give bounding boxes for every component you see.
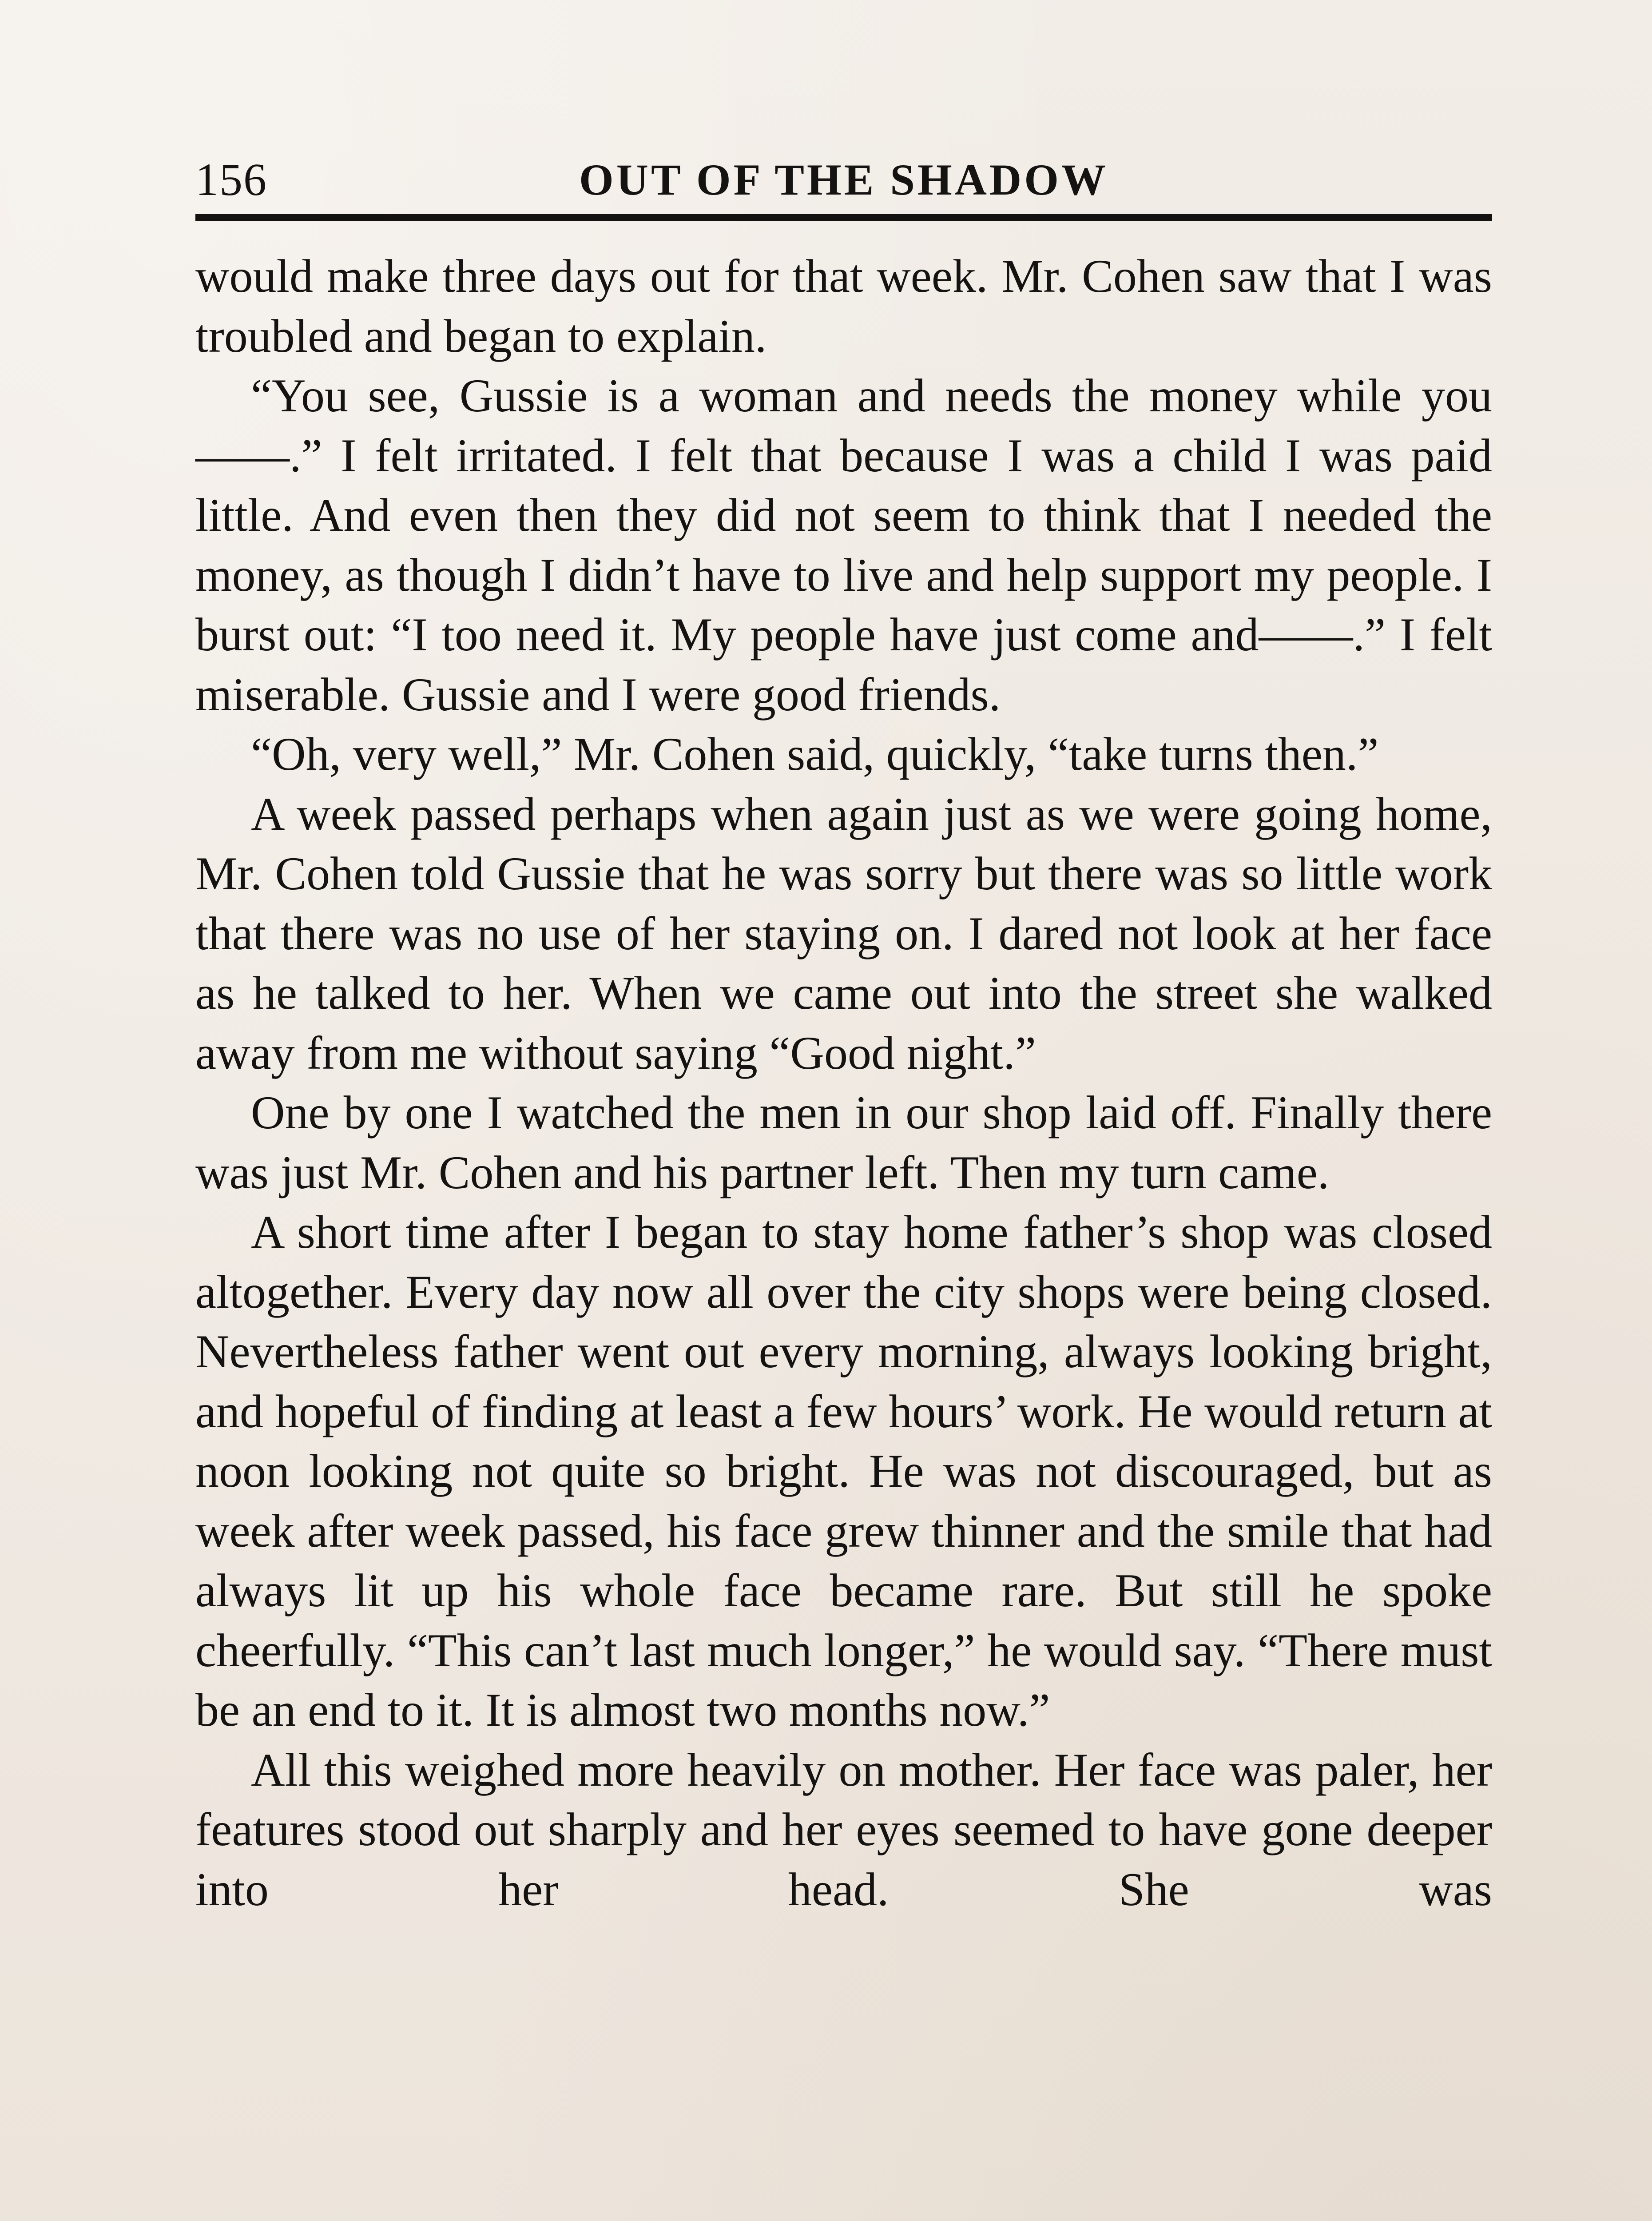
paragraph: One by one I watched the men in our shop laid off. Finally there was just Mr. Cohen and his partner left. Then my turn came.	[195, 1087, 1492, 1198]
paragraph: “You see, Gussie is a woman and needs the money while you——.” I felt irritated. I felt that because I was a child I was paid little. And even then they did not seem to think that I needed the money, as though I didn’t have to live and help support my people. I burst out: “I too need it. My people have just come and——.” I felt miserable. Gussie and I were good friends.	[195, 370, 1492, 720]
page-number: 156	[195, 154, 267, 205]
body-text	[195, 247, 1492, 2221]
paragraph: All this weighed more heavily on mother. Her face was paler, her features stood out sharply and her eyes seemed to have gone deeper into her head. She was	[195, 1743, 1492, 1915]
running-title: OUT OF THE SHADOW	[579, 155, 1109, 204]
header-rule	[195, 214, 1492, 221]
page-header	[195, 133, 1492, 213]
paragraph: would make three days out for that week. Mr. Cohen saw that I was troubled and began to explain.	[195, 250, 1492, 362]
paragraph: A short time after I began to stay home father’s shop was closed altogether. Every day now all over the city shops were being closed. Nevertheless father went out every morning, always looking bright, and hopeful of finding at least a few hours’ work. He would return at noon looking not quite so bright. He was not discouraged, but as week after week passed, his face grew thinner and the smile that had always lit up his whole face became rare. But still he spoke cheerfully. “This can’t last much longer,” he would say. “There must be an end to it. It is almost two months now.”	[195, 1206, 1492, 1736]
paragraph: “Oh, very well,” Mr. Cohen said, quickly, “take turns then.”	[251, 728, 1379, 780]
paragraph: A week passed perhaps when again just as we were going home, Mr. Cohen told Gussie that he was sorry but there was so little work that there was no use of her staying on. I dared not look at her face as he talked to her. When we came out into the street she walked away from me without saying “Good night.”	[195, 788, 1492, 1079]
